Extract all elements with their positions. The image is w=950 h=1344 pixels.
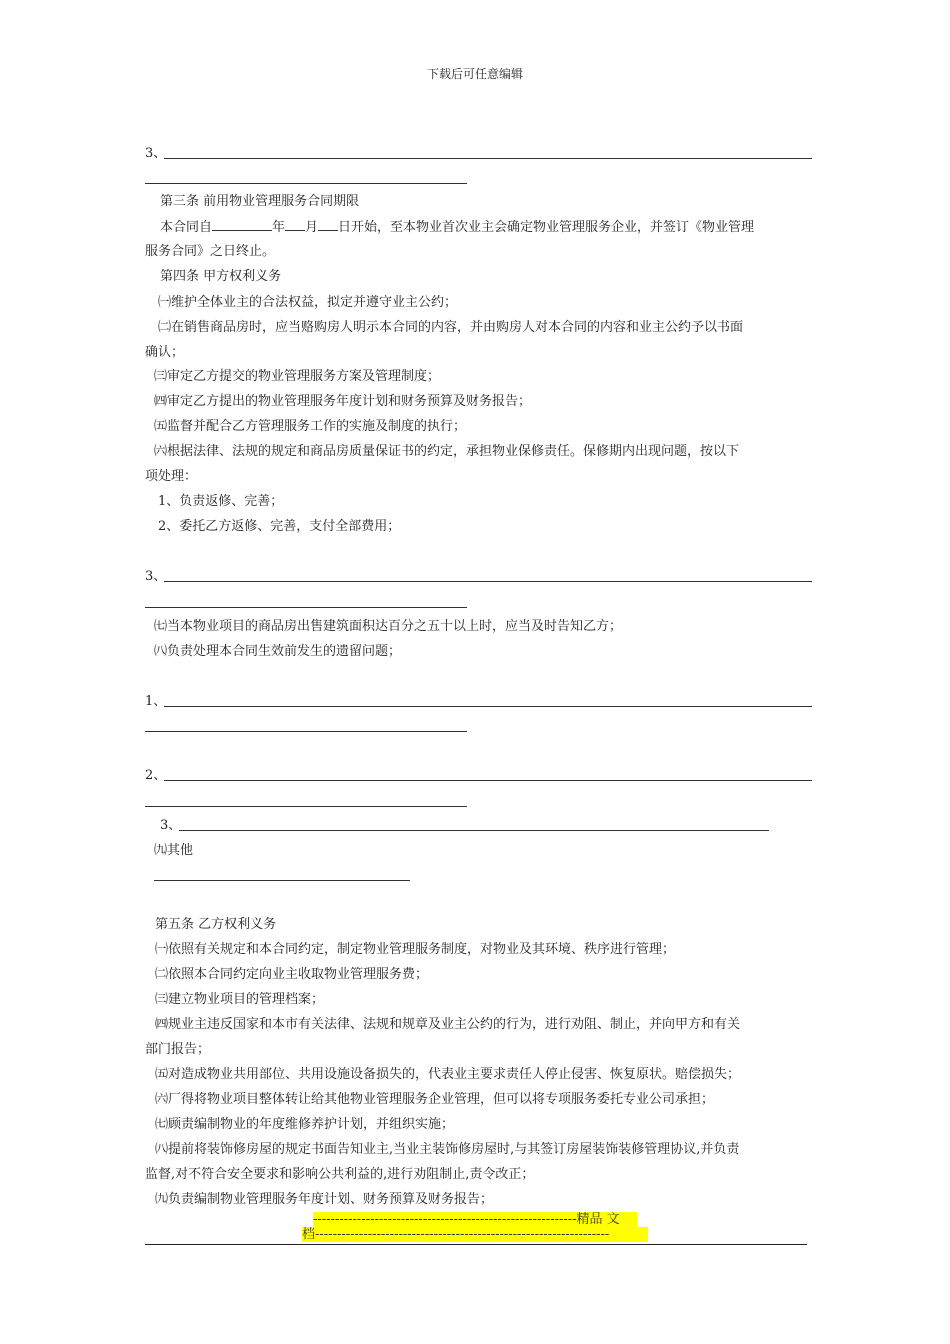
blank-line: [164, 158, 812, 159]
list-item: ㈠依照有关规定和本合同约定，制定物业管理服务制度，对物业及其环境、秩序进行管理；: [155, 942, 676, 957]
article-4-title: 第四条 甲方权利义务: [160, 269, 282, 284]
blank-line: [164, 581, 812, 582]
list-item: ㈧负责处理本合同生效前发生的遗留问题；: [154, 644, 402, 659]
list-item-cont: 项处理：: [145, 469, 198, 484]
blank-label: 3、: [145, 146, 167, 161]
list-item: ㈧提前将装饰修房屋的规定书面告知业主,当业主装饰修房屋时,与其签订房屋装饰装修管理协议,并负责: [155, 1142, 740, 1157]
day-blank: [318, 219, 338, 231]
list-item: ㈡依照本合同约定向业主收取物业管理服务费；: [155, 967, 429, 982]
blank-line: [164, 706, 812, 707]
article-3-paragraph-cont: 服务合同》之日终止。: [145, 244, 276, 259]
blank-label: 2、: [145, 768, 167, 783]
list-item: ㈨其他: [154, 843, 194, 858]
blank-label: 3、: [145, 569, 167, 584]
blank-line: [145, 607, 467, 608]
blank-line: [154, 880, 410, 881]
blank-label: 1、: [145, 694, 167, 709]
blank-line: [145, 183, 467, 184]
list-item: ㈤监督并配合乙方管理服务工作的实施及制度的执行；: [154, 419, 467, 434]
footer-watermark-line2: 档-------------------------------------------------------------------: [302, 1227, 648, 1242]
list-item: ㈤对造成物业共用部位、共用设施设备损失的，代表业主要求责任人停止侵害、恢复原状。赔偿损失；: [155, 1067, 741, 1082]
list-item-cont: 部门报告；: [145, 1042, 211, 1057]
list-item: ㈢建立物业项目的管理档案；: [155, 992, 325, 1007]
list-item: ㈣审定乙方提出的物业管理服务年度计划和财务预算及财务报告；: [154, 394, 532, 409]
article-3-paragraph: 本合同自 年 月 日开始，至本物业首次业主会确定物业管理服务企业，并签订《物业管理: [160, 220, 755, 235]
page-bottom-rule: [145, 1244, 807, 1245]
list-item: ㈦顾责编制物业的年度维修养护计划，并组织实施；: [155, 1117, 455, 1132]
blank-line: [145, 731, 467, 732]
sub-item: 1、负责返修、完善；: [158, 494, 284, 509]
list-item: ㈢审定乙方提交的物业管理服务方案及管理制度；: [154, 369, 441, 384]
blank-line: [164, 780, 812, 781]
list-item: ㈥厂得将物业项目整体转让给其他物业管理服务企业管理，但可以将专项服务委托专业公司承担；: [155, 1092, 715, 1107]
list-item: ㈥根据法律、法规的规定和商品房质量保证书的约定，承担物业保修责任。保修期内出现问题，按以下: [154, 444, 740, 459]
list-item: ㈦当本物业项目的商品房出售建筑面积达百分之五十以上时，应当及时告知乙方；: [154, 619, 623, 634]
blank-label: 3、: [160, 818, 182, 833]
list-item: ㈣规业主违反国家和本市有关法律、法规和规章及业主公约的行为，进行劝阻、制止，并向甲方和有关: [155, 1017, 741, 1032]
article-5-title: 第五条 乙方权利义务: [155, 917, 277, 932]
blank-line: [179, 830, 769, 831]
list-item: ㈡在销售商品房时，应当赂购房人明示本合同的内容，并由购房人对本合同的内容和业主公约予以书面: [158, 320, 744, 335]
sub-item: 2、委托乙方返修、完善，支付全部费用；: [158, 519, 401, 534]
article-3-title: 第三条 前用物业管理服务合同期限: [160, 194, 360, 209]
footer-watermark-line1: ------------------------------------------------------------精品 文: [313, 1212, 637, 1227]
list-item: ㈨负责编制物业管理服务年度计划、财务预算及财务报告；: [155, 1192, 494, 1207]
list-item-cont: 监督,对不符合安全要求和影响公共利益的,进行劝阻制止,责令改正；: [145, 1167, 535, 1182]
list-item: ㈠维护全体业主的合法权益，拟定并遵守业主公约；: [158, 295, 458, 310]
list-item-cont: 确认；: [145, 345, 185, 360]
month-blank: [285, 219, 305, 231]
blank-line: [145, 806, 467, 807]
page-header: 下载后可任意编辑: [426, 67, 523, 81]
year-blank: [212, 219, 272, 231]
